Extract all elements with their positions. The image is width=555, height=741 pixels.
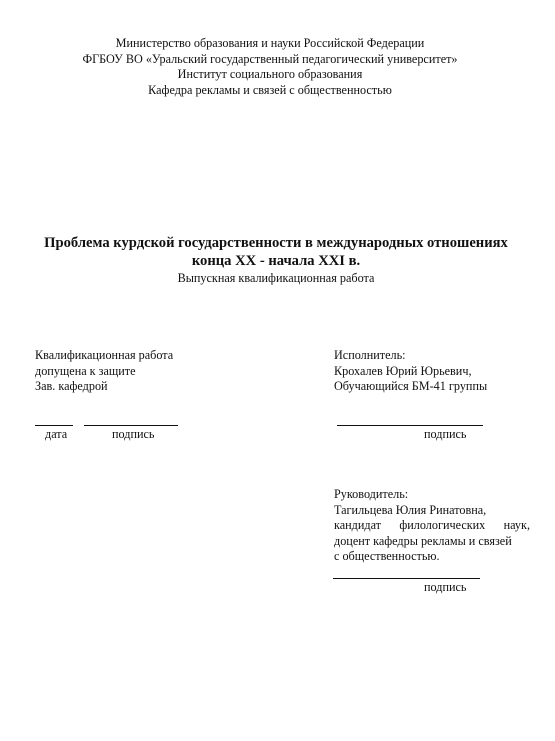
institute-line: Институт социального образования xyxy=(177,67,363,81)
executor-block xyxy=(334,348,487,395)
executor-signature-caption: подпись xyxy=(424,427,467,441)
head-signature-line xyxy=(84,425,178,426)
date-line xyxy=(35,425,73,426)
executor-heading: Исполнитель: xyxy=(334,348,406,362)
approval-line-1: Квалификационная работа xyxy=(35,348,174,362)
thesis-type: Выпускная квалификационная работа xyxy=(177,271,375,285)
supervisor-position-2: с общественностью. xyxy=(334,549,440,564)
supervisor-name: Тагильцева Юлия Ринатовна, xyxy=(334,502,487,517)
department-line: Кафедра рекламы и связей с общественностью xyxy=(148,82,392,97)
executor-name: Крохалев Юрий Юрьевич, xyxy=(334,363,472,378)
approval-line-2: допущена к защите xyxy=(35,363,136,378)
supervisor-degree: кандидат филологических наук, xyxy=(334,518,530,533)
approval-line-3: Зав. кафедрой xyxy=(35,379,108,393)
head-signature-caption: подпись xyxy=(112,427,155,441)
institution-header xyxy=(0,36,540,98)
ministry-line: Министерство образования и науки Российской Федерации xyxy=(115,36,425,50)
executor-group: Обучающийся БМ-41 группы xyxy=(334,379,488,393)
date-caption: дата xyxy=(45,427,68,441)
university-line: ФГБОУ ВО «Уральский государственный педагогический университет» xyxy=(82,51,458,66)
thesis-title-line-2: конца XX - начала XXI в. xyxy=(191,252,361,269)
supervisor-signature-line xyxy=(333,578,480,579)
supervisor-heading: Руководитель: xyxy=(334,487,409,501)
supervisor-block xyxy=(334,487,530,565)
supervisor-position-1: доцент кафедры рекламы и связей xyxy=(334,533,512,548)
supervisor-signature-caption: подпись xyxy=(424,580,467,594)
executor-signature-line xyxy=(337,425,483,426)
thesis-title-block xyxy=(0,235,552,286)
approval-block xyxy=(35,348,173,395)
thesis-title-line-1: Проблема курдской государственности в международных отношениях xyxy=(44,235,508,251)
